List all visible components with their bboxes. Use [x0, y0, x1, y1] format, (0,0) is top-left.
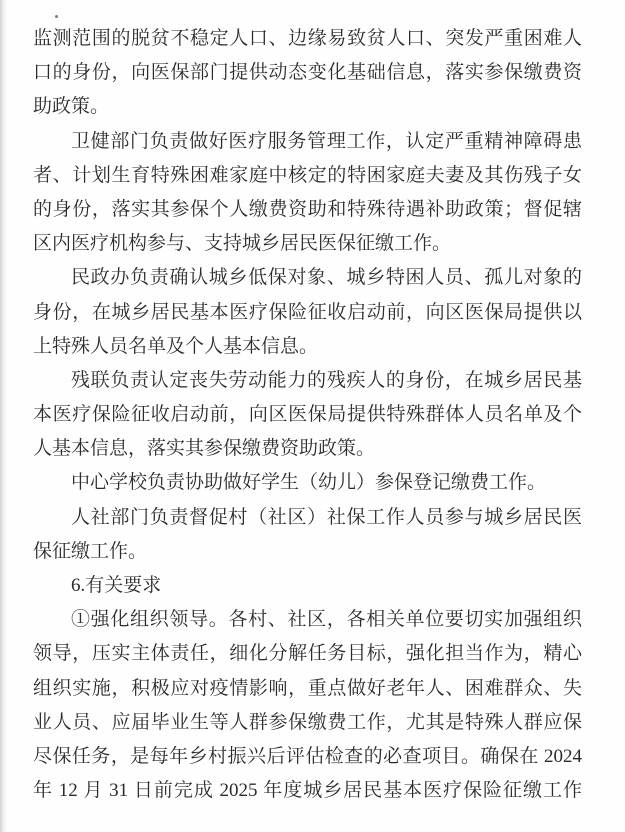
text-line: 助政策。: [33, 96, 110, 118]
text-line: 残联负责认定丧失劳动能力的残疾人的身份，在城乡居民基: [71, 369, 582, 391]
text-line: 人社部门负责督促村（社区）社保工作人员参与城乡居民医: [71, 506, 582, 528]
scan-edge-shadow: [0, 0, 8, 832]
text-line: 中心学校负责协助做好学生（幼儿）参保登记缴费工作。: [71, 472, 547, 494]
text-line: 尽保任务，是每年乡村振兴后评估检查的必查项目。确保在 2024: [33, 745, 582, 767]
text-line: 的身份，落实其参保个人缴费资助和特殊待遇补助政策；督促辖: [33, 198, 582, 220]
text-line: 6.有关要求: [71, 575, 162, 596]
text-line: 人基本信息，落实其参保缴费资助政策。: [33, 438, 376, 460]
text-line: 上特殊人员名单及个人基本信息。: [33, 335, 319, 357]
text-line: 组织实施，积极应对疫情影响，重点做好老年人、困难群众、失: [33, 677, 582, 699]
text-line: 年 12 月 31 日前完成 2025 年度城乡居民基本医疗保险征缴工作: [33, 780, 582, 802]
text-line: 业人员、应届毕业生等人群参保缴费工作，尤其是特殊人群应保: [33, 711, 582, 733]
text-line: 卫健部门负责做好医疗服务管理工作，认定严重精神障碍患: [71, 130, 582, 152]
text-line: 监测范围的脱贫不稳定人口、边缘易致贫人口、突发严重困难人: [33, 28, 582, 49]
text-line: ①强化组织领导。各村、社区，各相关单位要切实加强组织: [71, 609, 582, 631]
text-line: 本医疗保险征收启动前，向区医保局提供特殊群体人员名单及个: [33, 404, 582, 426]
text-line: 口的身份，向医保部门提供动态变化基础信息，落实参保缴费资: [33, 62, 582, 84]
document-text: [33, 0, 582, 808]
text-line: 民政办负责确认城乡低保对象、城乡特困人员、孤儿对象的: [71, 267, 582, 289]
text-line: 领导，压实主体责任，细化分解任务目标，强化担当作为，精心: [33, 643, 582, 665]
text-line: 保征缴工作。: [33, 540, 148, 562]
text-line: 区内医疗机构参与、支持城乡居民医保征缴工作。: [33, 233, 452, 255]
text-line: 身份，在城乡居民基本医疗保险征收启动前，向区医保局提供以: [33, 301, 582, 323]
text-line: 者、计划生育特殊困难家庭中核定的特困家庭夫妻及其伤残子女: [33, 164, 582, 186]
